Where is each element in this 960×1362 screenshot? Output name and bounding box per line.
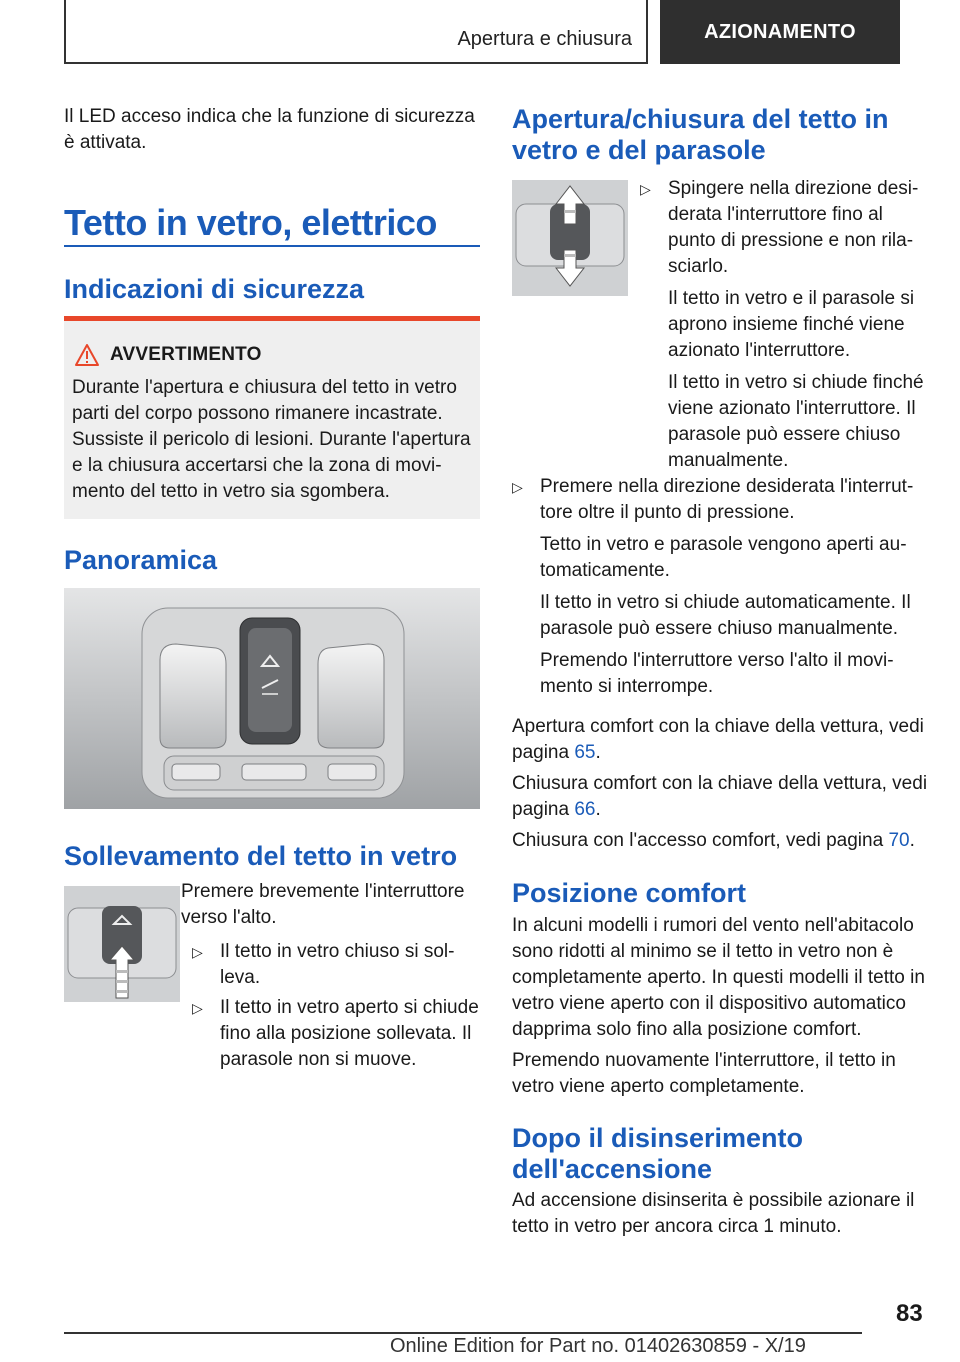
comfort-position-p2: Premendo nuovamente l'interruttore, il tetto in vetro viene aperto completamente.: [512, 1050, 896, 1097]
open-bullet-2: ▷ Premere nella direzione desiderata l'interruttore oltre il punto di pressione. Tetto in vetro e parasole vengono aperti automaticamente. Il tetto in vetro si chiude automaticamente. Il parasole può essere chiuso manualmente. Premendo l'interruttore verso l'alto il movimento si interrompe.: [512, 476, 914, 697]
intro-paragraph: Il LED acceso indica che la funzione di sicurezza è attivata.: [64, 106, 475, 153]
header-chapter-tab: AZIONAMENTO: [660, 0, 900, 64]
bullet-triangle-icon: ▷: [192, 944, 203, 960]
heading-rule: [64, 245, 480, 247]
raise-bullet-1: ▷ Il tetto in vetro chiuso si solleva.: [192, 941, 455, 988]
heading-after-ignition: Dopo il disinserimento dell'accensione: [512, 1123, 804, 1184]
roof-control-panel-image: [64, 588, 480, 809]
page-link-66[interactable]: 66: [574, 799, 596, 820]
heading-glass-roof: Tetto in vetro, elettrico: [64, 202, 437, 243]
open-close-photo: [512, 180, 628, 296]
footer-rule: [64, 1332, 862, 1334]
warning-title: AVVERTIMENTO: [110, 344, 262, 365]
comfort-access-ref: Chiusura con l'accesso comfort, vedi pagina 70.: [512, 830, 915, 851]
bullet-triangle-icon: ▷: [512, 479, 523, 495]
after-ignition-text: Ad accensione disinserita è possibile azionare il tetto in vetro per ancora circa 1 minuto.: [512, 1190, 915, 1237]
heading-open-close: Apertura/chiusura del tetto in vetro e del parasole: [512, 104, 889, 165]
header-section-box: [64, 0, 648, 64]
heading-raise: Sollevamento del tetto in vetro: [64, 841, 458, 871]
warning-box: [64, 316, 480, 519]
bullet-triangle-icon: ▷: [192, 1000, 203, 1016]
switch-up-down-image: [512, 180, 628, 296]
overview-photo: [64, 588, 480, 809]
page-link-65[interactable]: 65: [574, 742, 596, 763]
heading-comfort-position: Posizione comfort: [512, 878, 747, 908]
heading-overview: Panoramica: [64, 545, 218, 575]
bullet-triangle-icon: ▷: [640, 181, 651, 197]
page-link-70[interactable]: 70: [888, 830, 910, 851]
warning-triangle-icon: [74, 343, 100, 367]
comfort-close-ref: Chiusura comfort con la chiave della vettura, vedi pagina 66.: [512, 773, 928, 820]
heading-safety: Indicazioni di sicurezza: [64, 274, 365, 304]
page-number: 83: [896, 1300, 923, 1327]
header-section-title: Apertura e chiusura: [457, 28, 632, 50]
footer-edition: Online Edition for Part no. 01402630859 - X/19: [390, 1335, 806, 1357]
open-bullet-1: ▷ Spingere nella direzione desiderata l'interruttore fino al punto di pressione e non rilasciarlo. Il tetto in vetro e il parasole si aprono insieme finché viene azionato l'interruttore. Il tetto in vetro si chiude finché viene azionato l'interruttore. Il parasole può essere chiuso manualmente.: [640, 178, 924, 471]
raise-bullet-2: ▷ Il tetto in vetro aperto si chiude fino alla posizione sollevata. Il parasole non si muove.: [192, 997, 479, 1070]
comfort-position-p1: In alcuni modelli i rumori del vento nell'abitacolo sono ridotti al minimo se il tetto in vetro non è completamente aperto. In questi modelli il tetto in vetro viene aperto con il dispositivo automatico dapprima solo fino alla posizione comfort.: [512, 915, 925, 1040]
switch-press-up-image: [64, 886, 180, 1002]
comfort-open-ref: Apertura comfort con la chiave della vettura, vedi pagina 65.: [512, 716, 924, 763]
raise-photo: [64, 886, 180, 1002]
raise-text: Premere brevemente l'interruttore verso l'alto.: [181, 881, 465, 928]
warning-text: Durante l'apertura e chiusura del tetto in vetro parti del corpo possono rimanere incastrate. Sussiste il pericolo di lesioni. Durante l'apertura e la chiusura accertarsi che la zona di movimento del tetto in vetro sia sgombera.: [72, 377, 471, 502]
